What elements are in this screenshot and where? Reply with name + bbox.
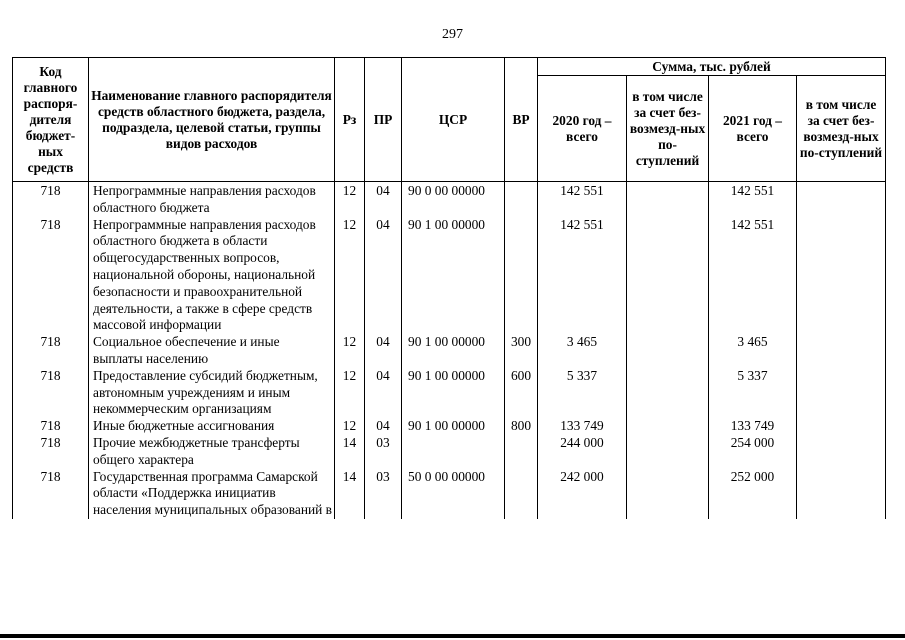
header-2021-total: 2021 год – всего xyxy=(709,76,797,182)
cell-code: 718 xyxy=(13,368,89,418)
cell-2020-gratuitous xyxy=(627,435,709,469)
cell-vr xyxy=(505,182,538,217)
cell-2020-gratuitous xyxy=(627,217,709,335)
cell-name: Непрограммные направления расходов областного бюджета в области общегосударственных вопросов, национальной обороны, национальной безопасности и правоохранительной деятельности, а также в сфере средств массовой информации xyxy=(89,217,335,335)
cell-rz: 12 xyxy=(335,368,365,418)
budget-table xyxy=(12,57,886,519)
cell-2020-total: 133 749 xyxy=(538,418,627,435)
cell-2020-gratuitous xyxy=(627,469,709,519)
cell-pr: 04 xyxy=(365,217,402,335)
cell-vr xyxy=(505,217,538,335)
cell-code: 718 xyxy=(13,469,89,519)
header-name: Наименование главного распорядителя средств областного бюджета, раздела, подраздела, целевой статьи, группы видов расходов xyxy=(89,58,335,182)
cell-vr: 800 xyxy=(505,418,538,435)
cell-name: Государственная программа Самарской области «Поддержка инициатив населения муниципальных образований в xyxy=(89,469,335,519)
cell-2020-total: 5 337 xyxy=(538,368,627,418)
cell-2020-total: 142 551 xyxy=(538,182,627,217)
cell-name: Иные бюджетные ассигнования xyxy=(89,418,335,435)
cell-2020-total: 3 465 xyxy=(538,334,627,368)
cell-2020-total: 244 000 xyxy=(538,435,627,469)
cell-2020-gratuitous xyxy=(627,334,709,368)
header-sum: Сумма, тыс. рублей xyxy=(538,58,886,76)
header-2021-gratuitous: в том числе за счет без-возмезд-ных по-ступлений xyxy=(797,76,886,182)
cell-pr: 03 xyxy=(365,435,402,469)
header-code: Код главного распоря-дителя бюджет-ных средств xyxy=(13,58,89,182)
header-vr: ВР xyxy=(505,58,538,182)
cell-csr: 90 0 00 00000 xyxy=(402,182,505,217)
table-row xyxy=(13,469,886,519)
cell-code: 718 xyxy=(13,435,89,469)
cell-vr: 600 xyxy=(505,368,538,418)
cell-2021-total: 142 551 xyxy=(709,217,797,335)
cell-name: Предоставление субсидий бюджетным, автономным учреждениям и иным некоммерческим организациям xyxy=(89,368,335,418)
cell-code: 718 xyxy=(13,334,89,368)
table-row xyxy=(13,368,886,418)
cell-rz: 12 xyxy=(335,217,365,335)
cell-rz: 14 xyxy=(335,469,365,519)
cell-rz: 12 xyxy=(335,418,365,435)
cell-csr: 90 1 00 00000 xyxy=(402,334,505,368)
cell-2021-total: 252 000 xyxy=(709,469,797,519)
cell-vr: 300 xyxy=(505,334,538,368)
cell-name: Социальное обеспечение и иные выплаты населению xyxy=(89,334,335,368)
header-csr: ЦСР xyxy=(402,58,505,182)
cell-2021-total: 5 337 xyxy=(709,368,797,418)
cell-code: 718 xyxy=(13,217,89,335)
cell-2021-gratuitous xyxy=(797,469,886,519)
table-row xyxy=(13,217,886,335)
page-bottom-border xyxy=(0,634,905,638)
cell-rz: 12 xyxy=(335,334,365,368)
cell-2021-gratuitous xyxy=(797,334,886,368)
cell-2021-gratuitous xyxy=(797,182,886,217)
cell-2021-total: 142 551 xyxy=(709,182,797,217)
header-rz: Рз xyxy=(335,58,365,182)
cell-rz: 14 xyxy=(335,435,365,469)
cell-csr: 50 0 00 00000 xyxy=(402,469,505,519)
table-row xyxy=(13,435,886,469)
cell-csr: 90 1 00 00000 xyxy=(402,217,505,335)
cell-csr: 90 1 00 00000 xyxy=(402,368,505,418)
cell-name: Непрограммные направления расходов областного бюджета xyxy=(89,182,335,217)
cell-pr: 04 xyxy=(365,334,402,368)
cell-csr: 90 1 00 00000 xyxy=(402,418,505,435)
cell-2020-gratuitous xyxy=(627,182,709,217)
table-row xyxy=(13,418,886,435)
cell-pr: 04 xyxy=(365,182,402,217)
cell-vr xyxy=(505,435,538,469)
cell-pr: 04 xyxy=(365,418,402,435)
cell-code: 718 xyxy=(13,182,89,217)
cell-2021-gratuitous xyxy=(797,217,886,335)
cell-name: Прочие межбюджетные трансферты общего характера xyxy=(89,435,335,469)
header-2020-total: 2020 год – всего xyxy=(538,76,627,182)
page-number: 297 xyxy=(442,27,463,42)
cell-csr xyxy=(402,435,505,469)
header-pr: ПР xyxy=(365,58,402,182)
cell-2020-gratuitous xyxy=(627,418,709,435)
cell-2020-gratuitous xyxy=(627,368,709,418)
cell-pr: 03 xyxy=(365,469,402,519)
cell-2021-total: 3 465 xyxy=(709,334,797,368)
cell-2020-total: 142 551 xyxy=(538,217,627,335)
cell-2021-gratuitous xyxy=(797,368,886,418)
cell-2020-total: 242 000 xyxy=(538,469,627,519)
table-row xyxy=(13,334,886,368)
cell-pr: 04 xyxy=(365,368,402,418)
header-2020-gratuitous: в том числе за счет без-возмезд-ных по-ступлений xyxy=(627,76,709,182)
cell-2021-total: 254 000 xyxy=(709,435,797,469)
cell-rz: 12 xyxy=(335,182,365,217)
cell-vr xyxy=(505,469,538,519)
cell-2021-total: 133 749 xyxy=(709,418,797,435)
cell-2021-gratuitous xyxy=(797,418,886,435)
cell-code: 718 xyxy=(13,418,89,435)
table-row xyxy=(13,182,886,217)
cell-2021-gratuitous xyxy=(797,435,886,469)
